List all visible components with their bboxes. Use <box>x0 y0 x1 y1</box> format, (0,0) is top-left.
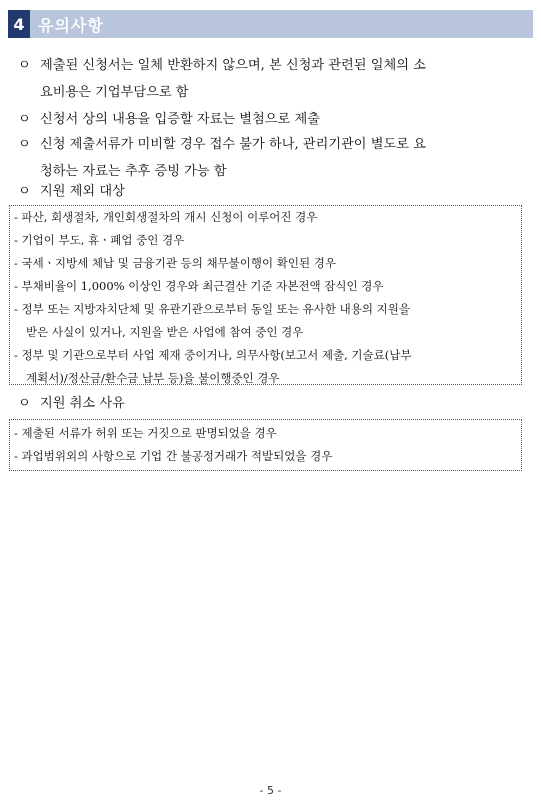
list-item: - 제출된 서류가 허위 또는 거짓으로 판명되었을 경우 <box>14 426 277 440</box>
bullet-marker: ㅇ <box>18 137 31 152</box>
list-item: - 국세ㆍ지방세 체납 및 금융기관 등의 채무불이행이 확인된 경우 <box>14 256 336 270</box>
bullet-item-cancellation-heading <box>18 390 533 418</box>
bullet-marker: ㅇ <box>18 112 31 127</box>
list-item: - 파산, 회생절차, 개인회생절차의 개시 신청이 이루어진 경우 <box>14 210 318 224</box>
bullet-text-continued: 요비용은 기업부담으로 함 <box>40 85 189 100</box>
bullet-text-continued: 청하는 자료는 추후 증빙 가능 함 <box>40 164 227 179</box>
bullet-text: 신청서 상의 내용을 입증할 자료는 별첨으로 제출 <box>40 112 320 127</box>
bullet-item-return <box>18 52 533 106</box>
bullet-marker: ㅇ <box>18 58 31 73</box>
list-item: - 과업범위외의 사항으로 기업 간 불공정거래가 적발되었을 경우 <box>14 449 333 463</box>
bullet-item-exclusion-heading <box>18 178 533 206</box>
exclusion-list-box <box>9 205 522 385</box>
bullet-text: 지원 제외 대상 <box>40 184 125 199</box>
bullet-text: 신청 제출서류가 미비할 경우 접수 불가 하나, 관리기관이 별도로 요 <box>40 137 426 152</box>
list-item-continued: 받은 사실이 있거나, 지원을 받은 사업에 참여 중인 경우 <box>26 325 304 339</box>
section-title: 유의사항 <box>38 15 104 35</box>
bullet-item-evidence <box>18 106 533 134</box>
list-item: - 정부 또는 지방자치단체 및 유관기관으로부터 동일 또는 유사한 내용의 지원을 <box>14 302 410 316</box>
bullet-marker: ㅇ <box>18 184 31 199</box>
bullet-text: 지원 취소 사유 <box>40 396 125 411</box>
section-number: 4 <box>8 10 30 38</box>
list-item-continued: 계획서)/정산금/환수금 납부 등)을 불이행중인 경우 <box>26 371 280 385</box>
page-number: - 5 - <box>259 784 282 797</box>
bullet-item-documents <box>18 131 533 185</box>
list-item: - 정부 및 기관으로부터 사업 제재 중이거나, 의무사항(보고서 제출, 기술료(납부 <box>14 348 412 362</box>
list-item: - 부채비율이 1,000% 이상인 경우와 최근결산 기준 자본전액 잠식인 경우 <box>14 279 384 293</box>
list-item: - 기업이 부도, 휴ㆍ폐업 중인 경우 <box>14 233 185 247</box>
bullet-text: 제출된 신청서는 일체 반환하지 않으며, 본 신청과 관련된 일체의 소 <box>40 58 426 73</box>
section-header <box>8 10 533 38</box>
bullet-marker: ㅇ <box>18 396 31 411</box>
cancellation-list-box <box>9 419 522 471</box>
